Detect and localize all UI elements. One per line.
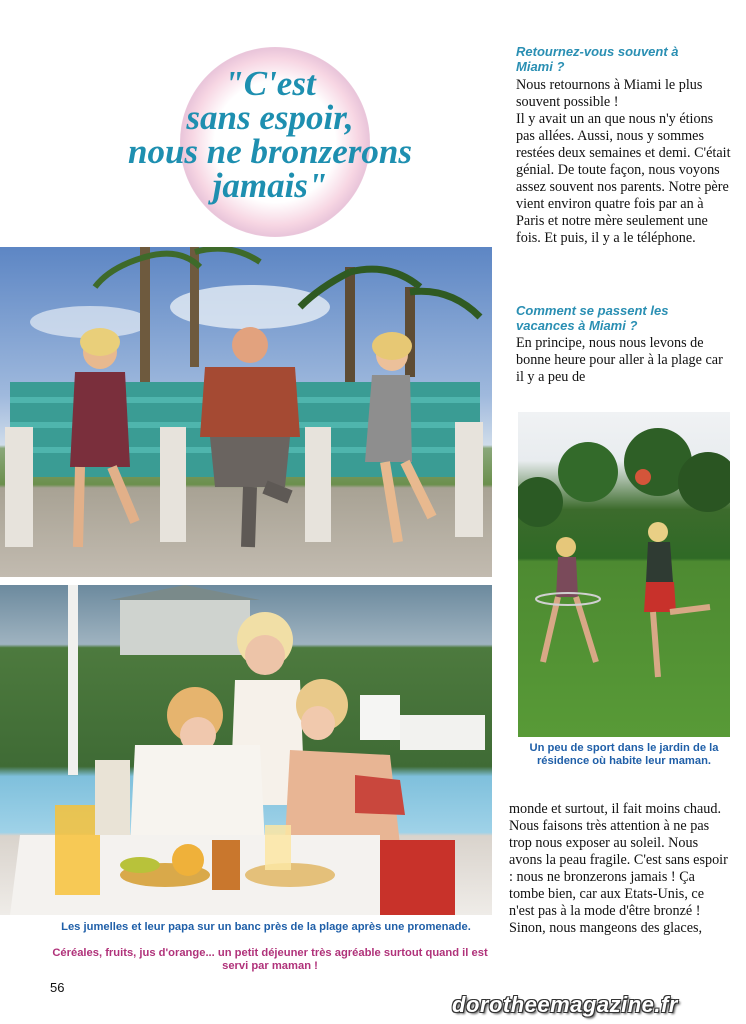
sport-photo [518,412,730,737]
headline [80,64,460,205]
headline-line-1: "C'est [224,64,316,103]
answer-1-para-2: Il y avait un an que nous n'y étions pas allées. Aussi, nous y sommes restées deux semaines et demi. C'était génial. De toute façon, nous voyons assez souvent nos parents. Notre père vient environ quatre fois par an à Paris et notre mère seulement une fois. Et puis, il y a le téléphone. [516,111,731,246]
caption-bench: Les jumelles et leur papa sur un banc près de la plage après une promenade. [61,921,471,933]
breakfast-photo-illustration [0,585,492,915]
answer-1 [516,77,731,247]
answer-1-para-1: Nous retournons à Miami le plus souvent possible ! [516,77,703,110]
question-2: Comment se passent les vacances à Miami ? [516,303,669,333]
breakfast-photo [0,585,492,915]
answer-2-continued: monde et surtout, il fait moins chaud. Nous faisons très attention à ne pas trop nous exposer au soleil. Nous avons la peau fragile. C'est sans espoir : nous ne bronzerons jamais ! Ça tombe bien, car aux Etats-Unis, ce n'est pas à la mode d'être bronzé ! Sinon, nous mangeons des glaces, [509,801,728,936]
question-1: Retournez-vous souvent à Miami ? [516,44,679,74]
bench-photo [0,247,492,577]
caption-sport: Un peu de sport dans le jardin de la résidence où habite leur maman. [529,742,719,767]
headline-line-4: jamais" [212,166,328,205]
answer-2-start: En principe, nous nous levons de bonne heure pour aller à la plage car il y a peu de [516,335,723,385]
watermark: dorotheemagazine.fr [452,992,678,1017]
caption-breakfast: Céréales, fruits, jus d'orange... un petit déjeuner très agréable surtout quand il est servi par maman ! [52,947,488,972]
headline-block [80,45,460,245]
headline-line-3: nous ne bronzerons [128,132,412,171]
bench-photo-illustration [0,247,492,577]
page-number: 56 [50,980,65,995]
sport-photo-illustration [518,412,730,737]
headline-line-2: sans espoir, [186,98,354,137]
